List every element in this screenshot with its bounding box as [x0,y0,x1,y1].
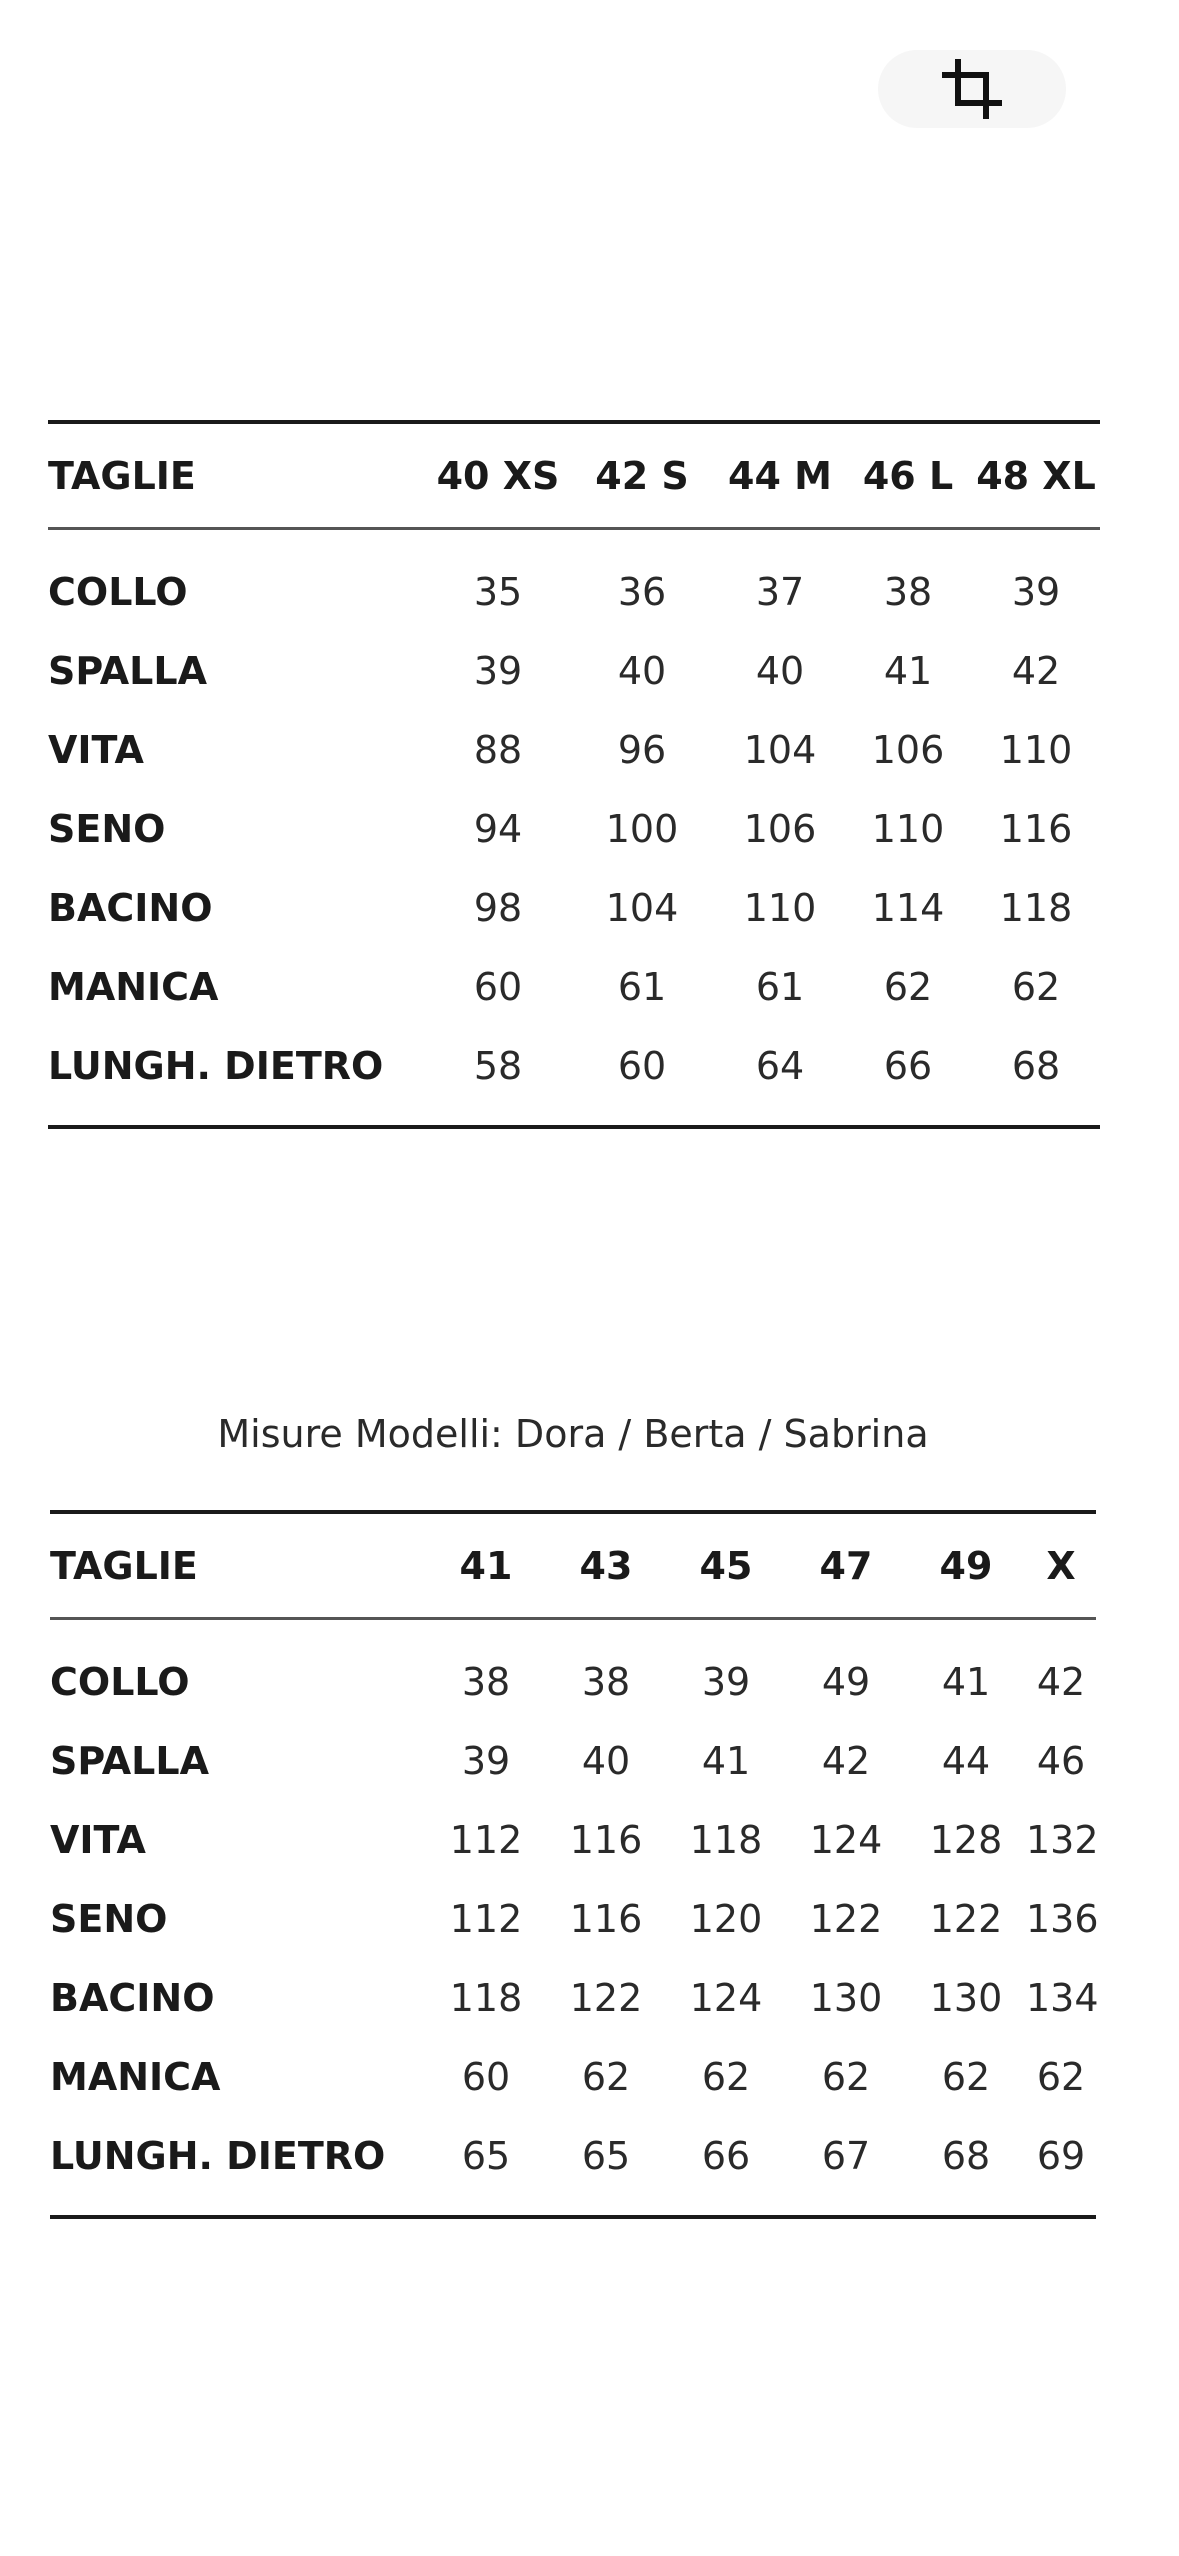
models-caption: Misure Modelli: Dora / Berta / Sabrina [217,1412,929,1456]
header-size: 41 [426,1512,546,1619]
table-row [48,529,1100,632]
table-cell: 36 [617,569,667,614]
table-row [48,710,1100,789]
table-cell: 110 [743,885,817,930]
header-size: 48 XL [972,422,1100,529]
table-row [50,1958,1096,2037]
crop-button[interactable] [878,50,1066,128]
table-cell: 65 [546,2116,666,2217]
table-cell: 49 [821,1659,871,1704]
header-size: 46 L [844,422,972,529]
table-cell: 130 [929,1975,1003,2020]
table-cell: 116 [569,1896,643,1941]
table-cell: 35 [473,569,523,614]
table-cell: 110 [999,727,1073,772]
table-cell: 61 [617,964,667,1009]
table-cell: 61 [755,964,805,1009]
table-cell: 94 [473,806,523,851]
table-cell: 66 [666,2116,786,2217]
table-cell: 60 [473,964,523,1009]
table-cell: 37 [755,569,805,614]
table-cell: 116 [999,806,1073,851]
table-cell: 130 [809,1975,883,2020]
table-cell: 46 [1036,1738,1086,1783]
table-row [50,1879,1096,1958]
size-table-1 [48,420,1100,1129]
row-label: VITA [48,727,144,772]
table-cell: 60 [568,1026,716,1127]
table-header-row [50,1512,1096,1619]
row-label: LUNGH. DIETRO [48,1026,428,1127]
table-cell: 62 [941,2054,991,2099]
table-cell: 88 [473,727,523,772]
table-cell: 40 [755,648,805,693]
table-cell: 100 [605,806,679,851]
row-label: SPALLA [50,1738,209,1783]
table-cell: 42 [1011,648,1061,693]
table-cell: 62 [1011,964,1061,1009]
table-cell: 62 [701,2054,751,2099]
table-cell: 132 [1026,1817,1099,1862]
row-label: LUNGH. DIETRO [50,2116,426,2217]
table-cell: 42 [1036,1659,1086,1704]
header-size: X [1026,1512,1096,1619]
header-size: 42 S [568,422,716,529]
table-cell: 122 [929,1896,1003,1941]
table-cell: 60 [461,2054,511,2099]
table-cell: 118 [449,1975,523,2020]
table-cell: 106 [871,727,945,772]
table-cell: 42 [821,1738,871,1783]
table-cell: 134 [1026,1975,1099,2020]
table-cell: 68 [906,2116,1026,2217]
table-cell: 66 [844,1026,972,1127]
table-cell: 106 [743,806,817,851]
table-cell: 96 [617,727,667,772]
table-cell: 112 [449,1896,523,1941]
table-cell: 38 [883,569,933,614]
table-cell: 38 [581,1659,631,1704]
table-row [50,1800,1096,1879]
table-cell: 118 [689,1817,763,1862]
table-header-row [48,422,1100,529]
table-cell: 64 [716,1026,844,1127]
table-cell: 68 [972,1026,1100,1127]
table-cell: 69 [1026,2116,1096,2217]
table-cell: 62 [821,2054,871,2099]
table-cell: 98 [473,885,523,930]
table-cell: 65 [426,2116,546,2217]
table-cell: 114 [871,885,945,930]
row-label: MANICA [48,964,219,1009]
table-cell: 116 [569,1817,643,1862]
header-size: 40 XS [428,422,568,529]
table-cell: 38 [461,1659,511,1704]
table-row [48,947,1100,1026]
table-cell: 122 [569,1975,643,2020]
table-row [50,1619,1096,1722]
table-cell: 62 [1036,2054,1086,2099]
table-cell: 118 [999,885,1073,930]
table-cell: 58 [428,1026,568,1127]
size-table-2 [50,1510,1099,2219]
table-cell: 136 [1026,1896,1099,1941]
header-size: 45 [666,1512,786,1619]
row-label: MANICA [50,2054,221,2099]
table-cell: 62 [581,2054,631,2099]
table-row [48,868,1100,947]
table-cell: 124 [689,1975,763,2020]
header-size: 49 [906,1512,1026,1619]
table-row [50,1721,1096,1800]
table-cell: 40 [581,1738,631,1783]
table-cell: 122 [809,1896,883,1941]
table-row [50,2116,1096,2217]
table-cell: 39 [701,1659,751,1704]
table-cell: 110 [871,806,945,851]
row-label: VITA [50,1817,146,1862]
table-cell: 41 [883,648,933,693]
table-row [48,1026,1100,1127]
table-row [50,2037,1096,2116]
table-cell: 120 [689,1896,763,1941]
header-size: 47 [786,1512,906,1619]
header-size: 44 M [716,422,844,529]
table-cell: 41 [701,1738,751,1783]
row-label: COLLO [48,569,188,614]
row-label: SPALLA [48,648,207,693]
table-cell: 128 [929,1817,1003,1862]
row-label: COLLO [50,1659,190,1704]
table-row [48,789,1100,868]
table-cell: 124 [809,1817,883,1862]
header-size: 43 [546,1512,666,1619]
row-label: SENO [48,806,166,851]
table-cell: 104 [605,885,679,930]
table-cell: 39 [1011,569,1061,614]
table-cell: 39 [461,1738,511,1783]
table-cell: 44 [941,1738,991,1783]
row-label: BACINO [50,1975,215,2020]
table-cell: 62 [883,964,933,1009]
table-row [48,631,1100,710]
row-label: BACINO [48,885,213,930]
table-cell: 112 [449,1817,523,1862]
header-taglie: TAGLIE [50,1512,426,1619]
crop-icon [941,58,1003,120]
row-label: SENO [50,1896,168,1941]
table-cell: 41 [941,1659,991,1704]
table-cell: 40 [617,648,667,693]
header-taglie: TAGLIE [48,422,428,529]
table-cell: 67 [786,2116,906,2217]
table-cell: 39 [473,648,523,693]
table-cell: 104 [743,727,817,772]
